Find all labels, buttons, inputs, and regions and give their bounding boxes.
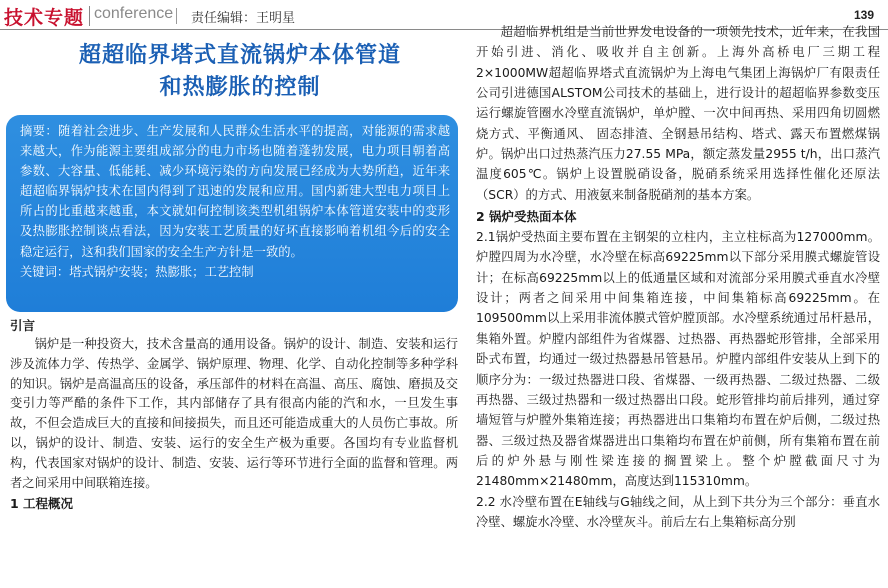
section-english-label: conference bbox=[94, 5, 174, 22]
title-line-1: 超超临界塔式直流锅炉本体管道 bbox=[78, 43, 401, 68]
section-1-heading: 1 工程概况 bbox=[10, 496, 74, 512]
overview-paragraph: 超超临界机组是当前世界发电设备的一项领先技术，近年来，在我国开始引进、消化、吸收并自主创新。上海外高桥电厂三期工程2×1000MW超超临界塔式直流锅炉为上海电气集团上海锅炉厂有限责任公司引进德国ALSTOM公司技术的基础上，进行设计的超超临界参数变压运行螺旋管圈水冷壁直流锅炉，单炉膛、一次中间再热、采用四角切圆燃烧方式、平衡通风、 固态排渣、全钢悬吊结构、塔式、露天布置燃煤锅炉。锅炉出口过热蒸汽压力27.55 MPa，额定蒸发量2955 t/h，出口蒸汽温度605℃。锅炉上设置脱硝设备，脱硝系统采用选择性催化还原法（SCR）的方式、用液氨来制备脱硝剂的基本方案。 bbox=[476, 25, 880, 202]
abstract-box bbox=[6, 115, 458, 312]
title-line-2: 和热膨胀的控制 bbox=[159, 75, 321, 100]
intro-heading: 引言 bbox=[10, 318, 36, 333]
header-divider bbox=[176, 8, 177, 24]
header-divider bbox=[89, 6, 90, 26]
section-tag: 技术专题 bbox=[4, 7, 85, 29]
abstract-text: 摘要：随着社会进步、生产发展和人民群众生活水平的提高，对能源的需求越来越大，作为能源主要组成部分的电力市场也随着蓬勃发展，电力项目朝着高参数、大容量、低能耗、减少环境污染的方向发展已经成为大势所趋，近年来超超临界锅炉技术在国内得到了迅速的发展和应用。国内新建大型电力项目上所占的比重越来越重，本文就如何控制该类型机组锅炉本体管道安装中的变形及热膨胀控制谈点看法，因为安装工艺质量的好坏直接影响着机组今后的安全稳定运行，这和我们国家的安全生产方针是一致的。 bbox=[20, 124, 450, 259]
article-title bbox=[10, 40, 470, 104]
keywords: 关键词：塔式锅炉安装；热膨胀；工艺控制 bbox=[20, 264, 254, 279]
section-2-1-paragraph: 2.1锅炉受热面主要布置在主钢架的立柱内，主立柱标高为127000mm。炉膛四周为水冷壁，水冷壁在标高69225mm以下部分采用膜式螺旋管设计；在标高69225mm以上的低通量区域和对流部分采用膜式垂直水冷壁设计；两者之间采用中间集箱连接，中间集箱标高69225mm。在109500mm以上采用非流体膜式管炉膛顶部。水冷壁系统通过吊杆悬吊，集箱外置。炉膛内部组件为省煤器、过热器、再热器蛇形管排，全部采用卧式布置，均通过一级过热器悬吊管悬吊。炉膛内部组件安装从上到下的顺序分为：一级过热器进口段、省煤器、一级再热器、二级过热器、二级再热器、三级过热器和一级过热器出口段。蛇形管排均前后排列，通过穿墙短管与炉膛外集箱连接；再热器进出口集箱均布置在炉后侧，二级过热器、三级过热及器省煤器进出口集箱均布置在炉前侧，所有集箱布置在前后的炉外悬与刚性梁连接的搁置梁上。整个炉膛截面尺寸为21480mm×21480mm，高度达到115310mm。 bbox=[476, 230, 880, 489]
left-column bbox=[10, 317, 458, 513]
right-column bbox=[476, 22, 880, 532]
intro-paragraph: 锅炉是一种投资大，技术含量高的通用设备。锅炉的设计、制造、安装和运行涉及流体力学、传热学、金属学、锅炉原理、物理、化学、自动化控制等多种学科的知识。锅炉是高温高压的设备，承压部件的材料在高温、高压、腐蚀、磨损及交变引力等严酷的条件下工作，其内部储存了具有很高内能的汽和水，一旦发生事故，不但会造成巨大的直接和间接损失，而且还可能造成重大的人员伤亡事故。所以，锅炉的设计、制造、安装、运行的安全生产极为重要。各国均有专业监督机构，代表国家对锅炉的设计、制造、安装、运行等环节进行全面的监督和管理。两者之间采用中间联箱连接。 bbox=[10, 337, 458, 490]
editor-credit: 责任编辑：王明星 bbox=[191, 11, 296, 26]
section-2-heading: 2 锅炉受热面本体 bbox=[476, 209, 577, 225]
page-number: 139 bbox=[853, 8, 874, 22]
section-2-2-paragraph: 2.2 水冷壁布置在E轴线与G轴线之间，从上到下共分为三个部分：垂直水冷壁、螺旋水冷壁、水冷壁灰斗。前后左右上集箱标高分别 bbox=[476, 494, 880, 529]
